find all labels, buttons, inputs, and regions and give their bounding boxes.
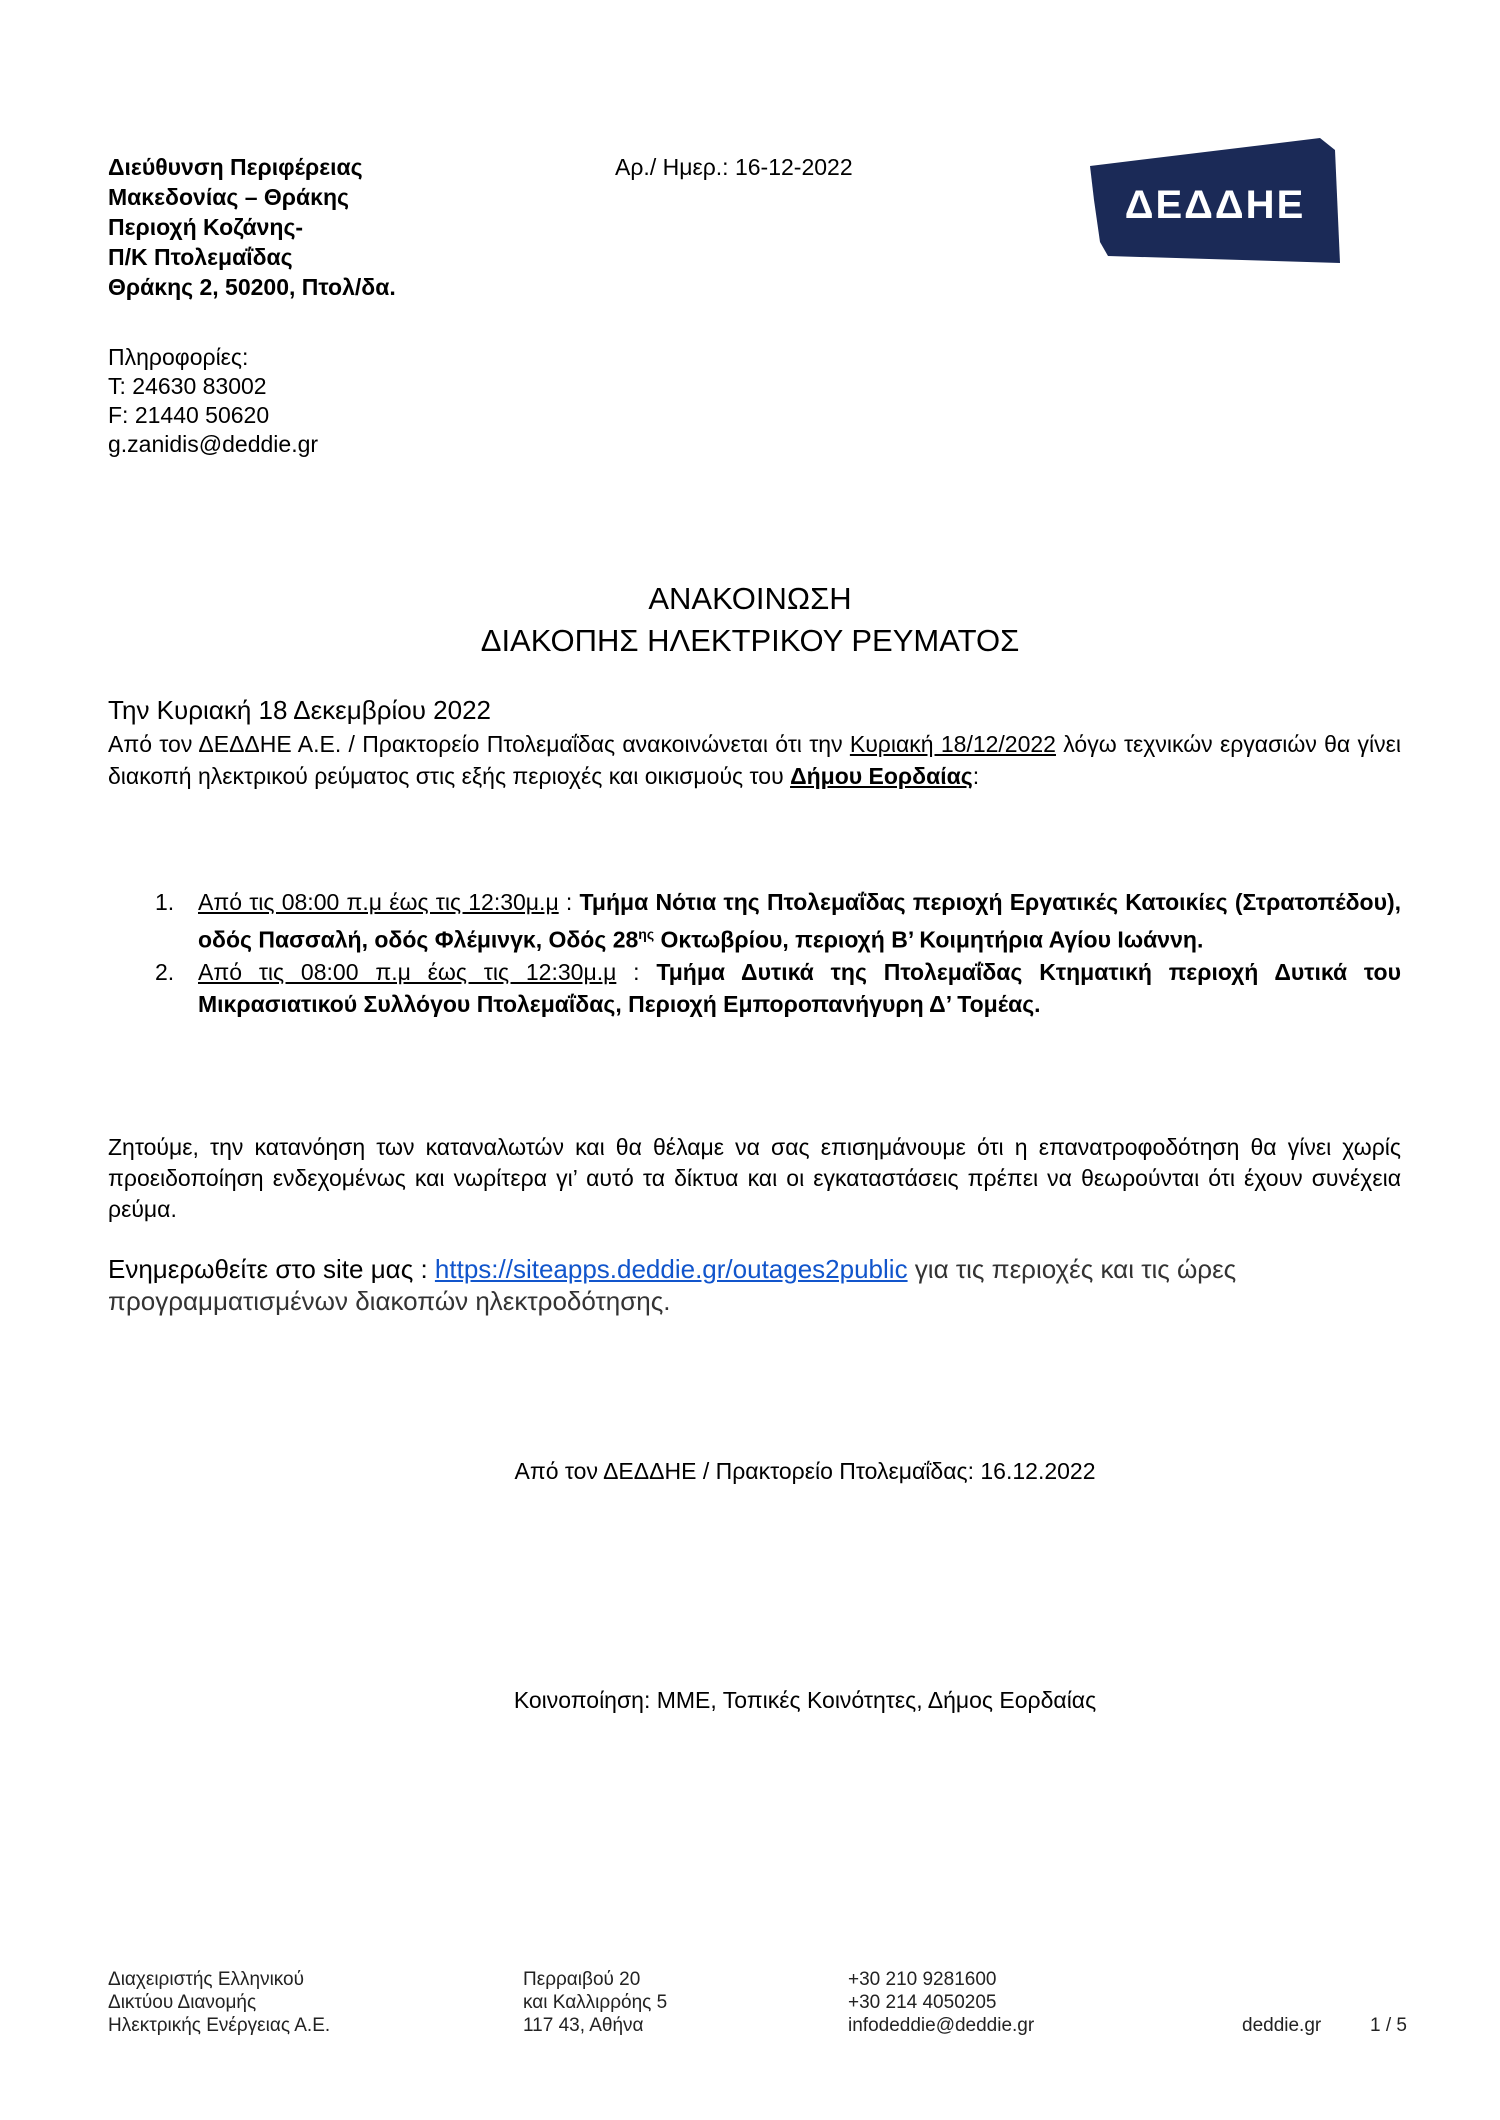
site-suffix: για τις περιοχές και τις ώρες προγραμματισμένων διακοπών ηλεκτροδότησης. — [108, 1254, 1237, 1316]
sender-line: Διεύθυνση Περιφέρειας — [108, 154, 363, 180]
footer-company — [108, 1968, 330, 2037]
message-paragraph: Ζητούμε, την κατανόηση των καταναλωτών και θα θέλαμε να σας επισημάνουμε ότι η επανατροφοδότηση θα γίνει χωρίς προειδοποίηση ενδεχομένως και νωρίτερα γι’ αυτό τα δίκτυα και οι εγκαταστάσεις πρέπει να θεωρούνται ότι έχουν συνέχεια ρεύμα. — [108, 1134, 1401, 1222]
intro-text: : — [972, 763, 980, 789]
sender-address — [108, 152, 396, 302]
list-item — [108, 956, 1401, 1020]
sender-line: Θράκης 2, 50200, Πτολ/δα. — [108, 274, 396, 300]
outage-area: Τμήμα Δυτικά της Πτολεμαΐδας Κτηματική περιοχή Δυτικά του Μικρασιατικού Συλλόγου Πτολεμαΐδας, Περιοχή Εμποροπανήγυρη Δ’ Τομέας. — [198, 958, 1401, 1017]
deddie-logo — [1090, 138, 1350, 270]
announcement-title — [0, 578, 1500, 662]
sender-line: Μακεδονίας – Θράκης — [108, 184, 349, 210]
footer-line: 117 43, Αθήνα — [523, 2015, 644, 2036]
intro-text: λόγω τεχνικών εργασιών θα γίνει διακοπή ηλεκτρικού ρεύματος στις εξής περιοχές και οικισμούς του — [108, 731, 1401, 789]
intro-text: Από τον ΔΕΔΔΗΕ Α.Ε. / Πρακτορείο Πτολεμαΐδας ανακοινώνεται ότι την — [108, 731, 850, 757]
outage-time: Από τις 08:00 π.μ έως τις 12:30μ.μ — [198, 958, 617, 985]
footer-line: Ηλεκτρικής Ενέργειας Α.Ε. — [108, 2015, 331, 2036]
page-number: 1 / 5 — [1370, 2015, 1407, 2036]
outage-list — [108, 886, 1401, 1020]
site-paragraph — [108, 1253, 1401, 1317]
outage-time: Από τις 08:00 π.μ έως τις 12:30μ.μ — [198, 889, 559, 915]
footer-line: Δικτύου Διανομής — [108, 1992, 257, 2013]
footer-line: Περραιβού 20 — [523, 1969, 641, 1990]
intro-date: Κυριακή 18/12/2022 — [849, 731, 1056, 757]
footer-line: +30 210 9281600 — [848, 1969, 997, 1990]
intro-municipality: Δήμου Εορδαίας — [790, 763, 973, 789]
list-item-number: 2. — [155, 958, 175, 985]
footer-line: +30 214 4050205 — [848, 1992, 997, 2013]
site-label: Ενημερωθείτε στο site μας : — [108, 1254, 435, 1284]
footer-line: infodeddie@deddie.gr — [848, 2015, 1035, 2036]
list-item — [108, 886, 1401, 956]
info-label: Πληροφορίες: — [108, 344, 249, 370]
announcement-date: Την Κυριακή 18 Δεκεμβρίου 2022 — [108, 695, 492, 725]
list-item-number: 1. — [155, 889, 175, 915]
outage-separator: : — [616, 958, 657, 985]
reference-date: Αρ./ Ημερ.: 16-12-2022 — [615, 154, 853, 180]
footer-line: Διαχειριστής Ελληνικού — [108, 1969, 305, 1990]
footer-address — [523, 1968, 667, 2037]
sender-line: Περιοχή Κοζάνης- — [108, 214, 304, 240]
sender-line: Π/Κ Πτολεμαΐδας — [108, 244, 293, 270]
info-email: g.zanidis@deddie.gr — [108, 431, 319, 457]
contact-info — [108, 343, 318, 459]
footer-line: και Καλλιρρόης 5 — [523, 1992, 668, 2013]
info-phone: T: 24630 83002 — [108, 373, 267, 399]
intro-paragraph — [108, 728, 1401, 792]
title-line-2: ΔΙΑΚΟΠΗΣ ΗΛΕΚΤΡΙΚΟΥ ΡΕΥΜΑΤΟΣ — [480, 623, 1020, 658]
outage-area: Οκτωβρίου, περιοχή Β’ Κοιμητήρια Αγίου Ιωάννη. — [654, 926, 1204, 953]
outages-link[interactable]: https://siteapps.deddie.gr/outages2public — [434, 1254, 908, 1284]
outage-separator: : — [558, 889, 580, 915]
signature-line: Από τον ΔΕΔΔΗΕ / Πρακτορείο Πτολεμαΐδας: 16.12.2022 — [514, 1458, 1096, 1484]
info-fax: F: 21440 50620 — [108, 402, 270, 428]
footer-contact — [848, 1968, 1034, 2037]
outage-area: Τμήμα Νότια της Πτολεμαΐδας περιοχή Εργατικές Κατοικίες (Στρατοπέδου), οδός Πασσαλή, οδός Φλέμινγκ, Οδός 28 — [198, 889, 1402, 953]
cc-line: Κοινοποίηση: ΜΜΕ, Τοπικές Κοινότητες, Δήμος Εορδαίας — [513, 1687, 1097, 1713]
outage-area-superscript: ης — [638, 926, 655, 942]
footer-website: deddie.gr — [1242, 2015, 1322, 2036]
logo-text: ΔΕΔΔΗΕ — [1124, 183, 1306, 227]
title-line-1: ΑΝΑΚΟΙΝΩΣΗ — [648, 581, 852, 616]
